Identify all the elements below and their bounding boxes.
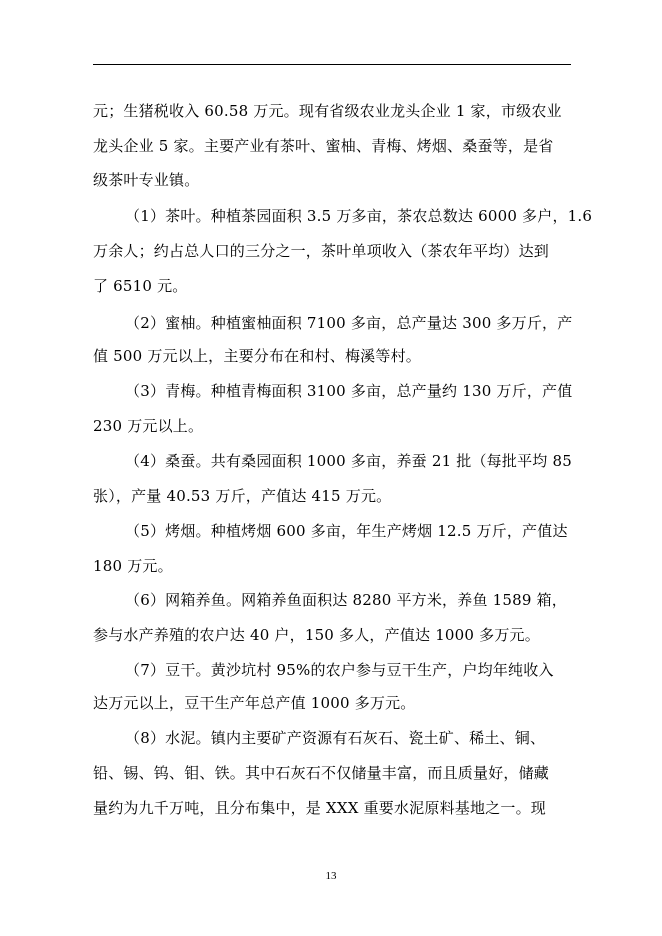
- header-rule: [93, 64, 571, 65]
- paragraph-line: 参与水产养殖的农户达 40 户，150 多人，产值达 1000 多万元。: [93, 626, 540, 644]
- paragraph-line-indented: （7）豆干。黄沙坑村 95%的农户参与豆干生产，户均年纯收入: [125, 661, 554, 679]
- paragraph-line: 值 500 万元以上，主要分布在和村、梅溪等村。: [93, 347, 421, 365]
- paragraph-line: 230 万元以上。: [93, 417, 204, 435]
- paragraph-line-indented: （6）网箱养鱼。网箱养鱼面积达 8280 平方米，养鱼 1589 箱，: [125, 591, 567, 609]
- paragraph-line: 达万元以上，豆干生产年总产值 1000 多万元。: [93, 694, 416, 712]
- paragraph-line: 龙头企业 5 家。主要产业有茶叶、蜜柚、青梅、烤烟、桑蚕等，是省: [93, 137, 554, 155]
- paragraph-line-indented: （3）青梅。种植青梅面积 3100 多亩，总产量约 130 万斤，产值: [125, 382, 573, 400]
- paragraph-line: 级茶叶专业镇。: [93, 171, 200, 189]
- paragraph-line: 铅、锡、钨、钼、铁。其中石灰石不仅储量丰富，而且质量好，储藏: [93, 764, 550, 782]
- paragraph-line-indented: （8）水泥。镇内主要矿产资源有石灰石、瓷土矿、稀土、铜、: [125, 729, 546, 747]
- paragraph-line: 张），产量 40.53 万斤，产值达 415 万元。: [93, 487, 392, 505]
- paragraph-line: 元；生猪税收入 60.58 万元。现有省级农业龙头企业 1 家，市级农业: [93, 102, 562, 120]
- paragraph-line-indented: （4）桑蚕。共有桑园面积 1000 多亩，养蚕 21 批（每批平均 85: [125, 452, 572, 470]
- page-number: 13: [325, 870, 337, 882]
- paragraph-line: 180 万元。: [93, 557, 173, 575]
- paragraph-line: 了 6510 元。: [93, 277, 188, 295]
- paragraph-line-indented: （1）茶叶。种植茶园面积 3.5 万多亩，茶农总数达 6000 多户，1.6: [125, 207, 593, 225]
- paragraph-line: 万余人；约占总人口的三分之一，茶叶单项收入（茶农年平均）达到: [93, 242, 550, 260]
- paragraph-line-indented: （5）烤烟。种植烤烟 600 多亩，年生产烤烟 12.5 万斤，产值达: [125, 522, 568, 540]
- paragraph-line-indented: （2）蜜柚。种植蜜柚面积 7100 多亩，总产量达 300 多万斤，产: [125, 314, 573, 332]
- paragraph-line: 量约为九千万吨，且分布集中，是 XXX 重要水泥原料基地之一。现: [93, 799, 546, 817]
